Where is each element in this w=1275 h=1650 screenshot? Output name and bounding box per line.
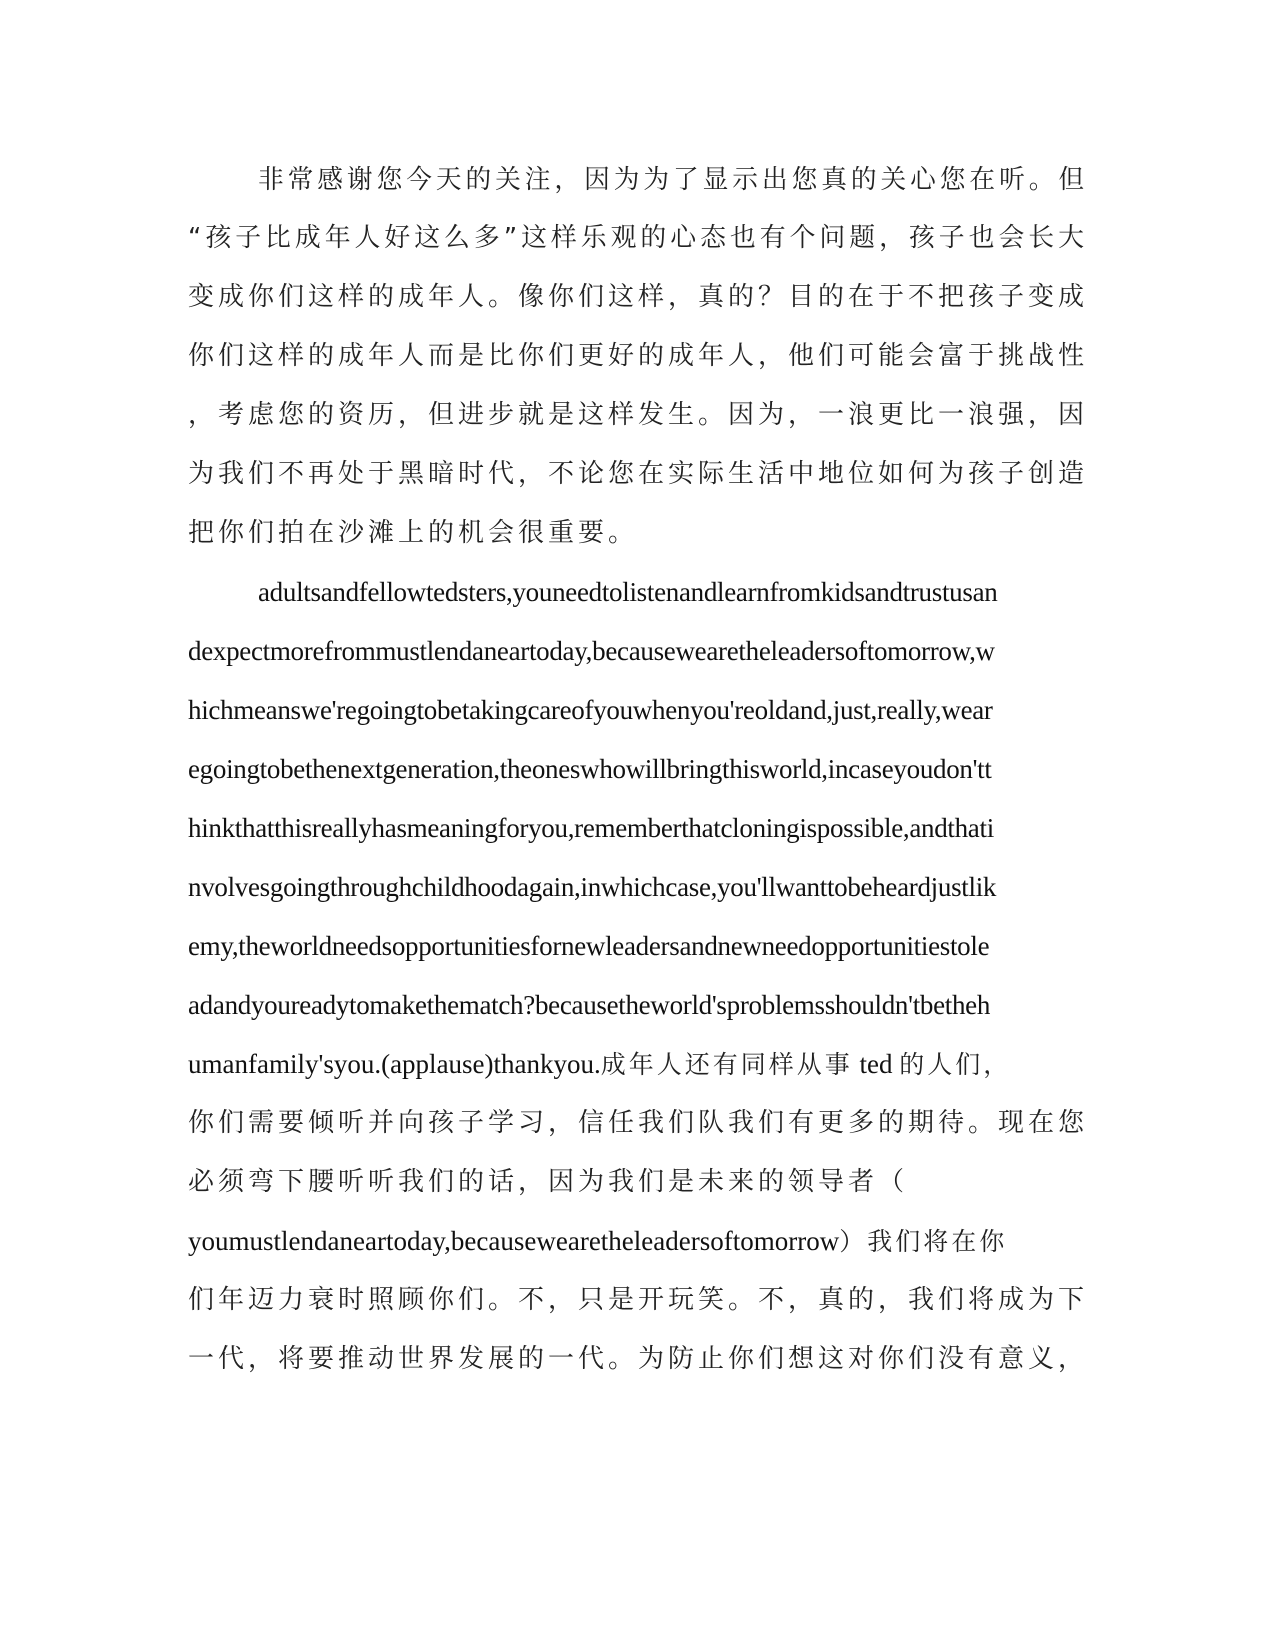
text-line: ，考虑您的资历，但进步就是这样发生。因为，一浪更比一浪强，因 bbox=[188, 400, 1089, 430]
text-line: egoingtobethenextgeneration,theoneswhowillbringthisworld,incaseyoudon'tt bbox=[188, 754, 992, 784]
text-line: 你们这样的成年人而是比你们更好的成年人，他们可能会富于挑战性 bbox=[188, 341, 1089, 371]
text-line: 必须弯下腰听听我们的话，因为我们是未来的领导者（ bbox=[188, 1167, 909, 1197]
text-line: 你们需要倾听并向孩子学习，信任我们队我们有更多的期待。现在您 bbox=[188, 1108, 1089, 1138]
text-segment: umanfamily'syou.(applause)thankyou. bbox=[188, 1049, 601, 1079]
text-line: 为我们不再处于黑暗时代，不论您在实际生活中地位如何为孩子创造 bbox=[188, 459, 1089, 489]
text-line: dexpectmorefrommustlendaneartoday,becausewearetheleadersoftomorrow,w bbox=[188, 636, 995, 666]
document-body bbox=[188, 160, 1088, 1420]
text-line: “孩子比成年人好这么多”这样乐观的心态也有个问题，孩子也会长大 bbox=[188, 223, 1088, 253]
text-line: emy,theworldneedsopportunitiesfornewleadersandnewneedopportunitiestole bbox=[188, 931, 990, 961]
text-line: adultsandfellowtedsters,youneedtolistenandlearnfromkidsandtrustusan bbox=[258, 577, 998, 607]
text-segment: youmustlendaneartoday,becausewearetheleadersoftomorrow bbox=[188, 1226, 840, 1256]
text-line: 一代，将要推动世界发展的一代。为防止你们想这对你们没有意义， bbox=[188, 1344, 1089, 1374]
text-segment: 的人们， bbox=[899, 1050, 1012, 1079]
text-line bbox=[188, 1044, 1011, 1084]
text-segment: ）我们将在你 bbox=[839, 1227, 1008, 1256]
text-segment: 成年人还有同样从事 bbox=[600, 1050, 853, 1079]
text-line: 变成你们这样的成年人。像你们这样，真的？目的在于不把孩子变成 bbox=[188, 282, 1089, 312]
text-line bbox=[188, 1221, 1007, 1261]
text-line: hinkthatthisreallyhasmeaningforyou,rememberthatcloningispossible,andthati bbox=[188, 813, 994, 843]
text-segment: ted bbox=[852, 1049, 900, 1079]
text-line: 把你们拍在沙滩上的机会很重要。 bbox=[188, 518, 639, 548]
text-line: adandyoureadytomakethematch?becausetheworld'sproblemsshouldn'tbetheh bbox=[188, 990, 991, 1020]
text-line: hichmeanswe'regoingtobetakingcareofyouwhenyou'reoldand,just,really,wear bbox=[188, 695, 993, 725]
text-line: nvolvesgoingthroughchildhoodagain,inwhichcase,you'llwanttobeheardjustlik bbox=[188, 872, 997, 902]
text-line: 们年迈力衰时照顾你们。不，只是开玩笑。不，真的，我们将成为下 bbox=[188, 1285, 1089, 1315]
text-line: 非常感谢您今天的关注，因为为了显示出您真的关心您在听。但 bbox=[258, 165, 1089, 195]
